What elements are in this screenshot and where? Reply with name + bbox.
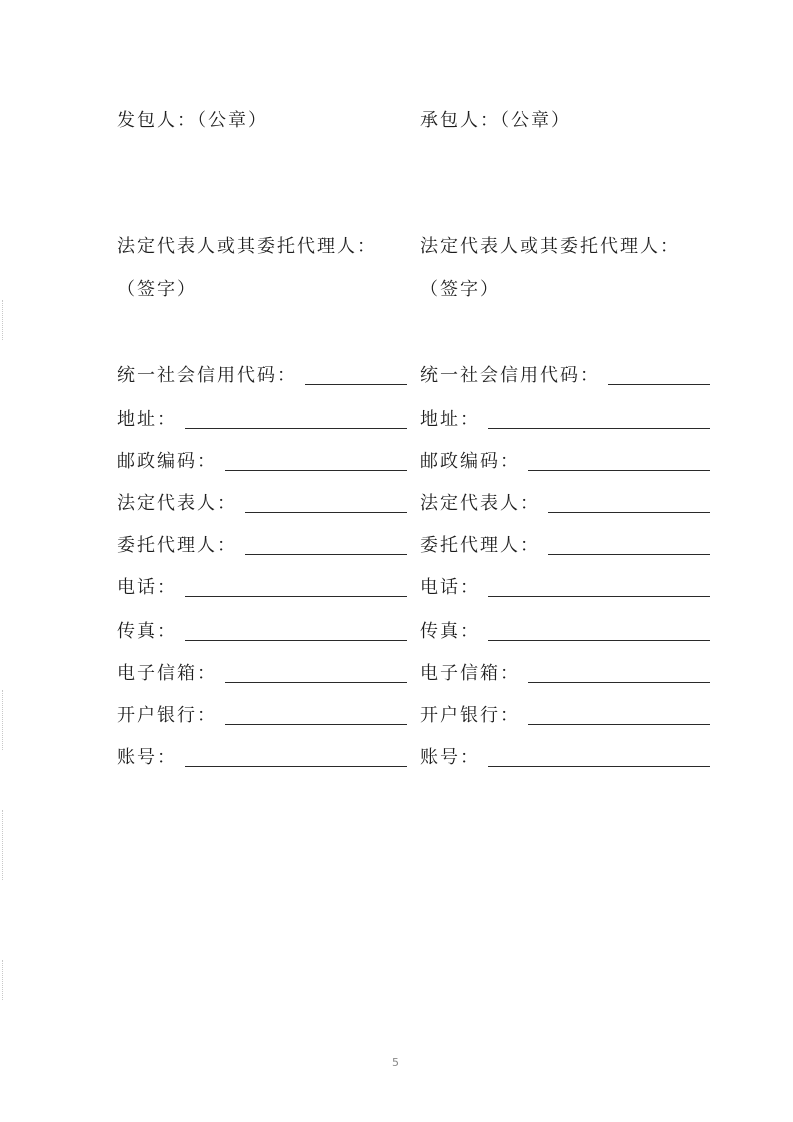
blank-line[interactable] bbox=[528, 450, 710, 471]
blank-line[interactable] bbox=[528, 704, 710, 725]
blank-line[interactable] bbox=[488, 408, 710, 429]
field-label: 地址： bbox=[420, 409, 480, 430]
field-label: 统一社会信用代码： bbox=[420, 365, 600, 386]
blank-line[interactable] bbox=[488, 576, 710, 597]
contractor-phone-field[interactable] bbox=[420, 574, 710, 600]
blank-line[interactable] bbox=[225, 662, 407, 683]
employer-signature-label: （签字） bbox=[117, 279, 197, 300]
blank-line[interactable] bbox=[305, 364, 407, 385]
blank-line[interactable] bbox=[245, 492, 407, 513]
scan-speckle bbox=[2, 690, 13, 750]
employer-representative-label: 法定代表人或其委托代理人： bbox=[117, 236, 377, 257]
field-label: 电子信箱： bbox=[420, 663, 520, 684]
employer-email-field[interactable] bbox=[117, 660, 407, 686]
contractor-seal-label: 承包人：（公章） bbox=[420, 110, 571, 131]
employer-postcode-field[interactable] bbox=[117, 448, 407, 474]
employer-credit-code-field[interactable] bbox=[117, 362, 407, 388]
field-label: 开户银行： bbox=[420, 705, 520, 726]
blank-line[interactable] bbox=[548, 492, 710, 513]
blank-line[interactable] bbox=[528, 662, 710, 683]
employer-fax-field[interactable] bbox=[117, 618, 407, 644]
field-label: 账号： bbox=[420, 747, 480, 768]
employer-bank-field[interactable] bbox=[117, 702, 407, 728]
blank-line[interactable] bbox=[185, 620, 407, 641]
field-label: 传真： bbox=[117, 621, 177, 642]
contractor-fax-field[interactable] bbox=[420, 618, 710, 644]
employer-agent-field[interactable] bbox=[117, 532, 407, 558]
field-label: 法定代表人： bbox=[117, 493, 237, 514]
field-label: 法定代表人： bbox=[420, 493, 540, 514]
scan-speckle bbox=[2, 810, 13, 880]
field-label: 电话： bbox=[420, 577, 480, 598]
blank-line[interactable] bbox=[548, 534, 710, 555]
blank-line[interactable] bbox=[185, 746, 407, 767]
field-label: 地址： bbox=[117, 409, 177, 430]
field-label: 委托代理人： bbox=[420, 535, 540, 556]
field-label: 账号： bbox=[117, 747, 177, 768]
field-label: 委托代理人： bbox=[117, 535, 237, 556]
field-label: 电话： bbox=[117, 577, 177, 598]
employer-address-field[interactable] bbox=[117, 406, 407, 432]
scan-speckle bbox=[2, 960, 13, 1000]
contractor-column bbox=[420, 0, 710, 800]
blank-line[interactable] bbox=[488, 746, 710, 767]
field-label: 电子信箱： bbox=[117, 663, 217, 684]
contractor-agent-field[interactable] bbox=[420, 532, 710, 558]
blank-line[interactable] bbox=[488, 620, 710, 641]
employer-column bbox=[117, 0, 407, 800]
blank-line[interactable] bbox=[225, 704, 407, 725]
blank-line[interactable] bbox=[245, 534, 407, 555]
contractor-email-field[interactable] bbox=[420, 660, 710, 686]
employer-account-field[interactable] bbox=[117, 744, 407, 770]
field-label: 开户银行： bbox=[117, 705, 217, 726]
blank-line[interactable] bbox=[608, 364, 710, 385]
blank-line[interactable] bbox=[225, 450, 407, 471]
contractor-credit-code-field[interactable] bbox=[420, 362, 710, 388]
field-label: 邮政编码： bbox=[420, 451, 520, 472]
scan-speckle bbox=[2, 300, 13, 340]
contractor-representative-label: 法定代表人或其委托代理人： bbox=[420, 236, 680, 257]
contractor-bank-field[interactable] bbox=[420, 702, 710, 728]
contractor-legal-rep-field[interactable] bbox=[420, 490, 710, 516]
employer-legal-rep-field[interactable] bbox=[117, 490, 407, 516]
field-label: 邮政编码： bbox=[117, 451, 217, 472]
contractor-address-field[interactable] bbox=[420, 406, 710, 432]
blank-line[interactable] bbox=[185, 576, 407, 597]
contractor-postcode-field[interactable] bbox=[420, 448, 710, 474]
field-label: 统一社会信用代码： bbox=[117, 365, 297, 386]
employer-seal-label: 发包人：（公章） bbox=[117, 110, 268, 131]
employer-phone-field[interactable] bbox=[117, 574, 407, 600]
contractor-account-field[interactable] bbox=[420, 744, 710, 770]
field-label: 传真： bbox=[420, 621, 480, 642]
blank-line[interactable] bbox=[185, 408, 407, 429]
page-number: 5 bbox=[392, 1056, 399, 1069]
contractor-signature-label: （签字） bbox=[420, 279, 500, 300]
